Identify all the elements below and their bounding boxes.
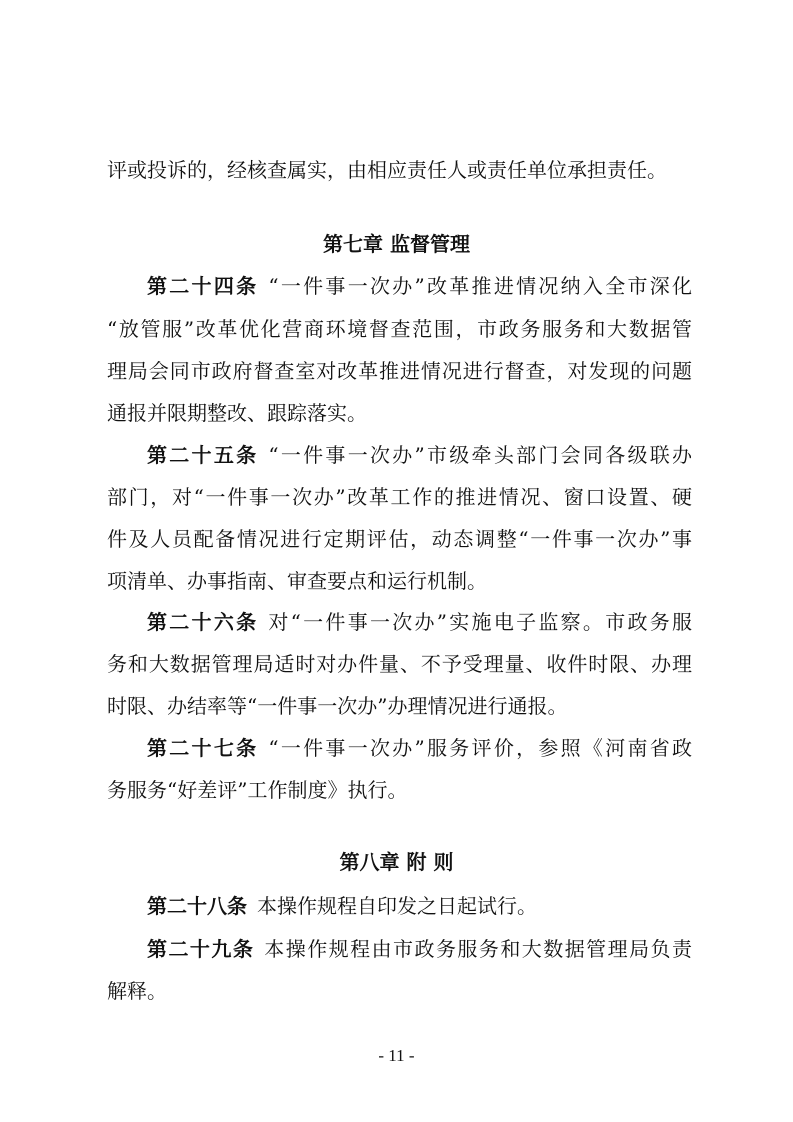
article-24-line-3: 理局会同市政府督查室对改革推进情况进行督查，对发现的问题	[107, 359, 692, 383]
article-26-label: 第二十六条	[147, 610, 259, 634]
article-27-line-1	[147, 734, 692, 762]
article-29-label: 第二十九条	[147, 937, 255, 961]
article-25-line-1	[147, 441, 692, 469]
page-number: - 11 -	[378, 1046, 415, 1065]
article-27-text: “一件事一次办”服务评价，参照《河南省政	[268, 736, 693, 760]
article-26-text: 对“一件事一次办”实施电子监察。市政务服	[268, 610, 693, 634]
chapter-heading-7: 第七章 监督管理	[323, 232, 470, 256]
article-25-line-2: 部门，对“一件事一次办”改革工作的推进情况、窗口设置、硬	[107, 485, 692, 509]
article-24-line-1	[147, 272, 692, 300]
article-29-text: 本操作规程由市政务服务和大数据管理局负责	[264, 937, 693, 961]
article-27-line-2: 务服务“好差评”工作制度》执行。	[107, 778, 408, 802]
article-28-label: 第二十八条	[147, 894, 247, 918]
article-25-label: 第二十五条	[147, 443, 259, 467]
article-25-text: “一件事一次办”市级牵头部门会同各级联办	[268, 443, 693, 467]
article-25-line-3: 件及人员配备情况进行定期评估，动态调整“一件事一次办”事	[107, 527, 692, 551]
article-28-text: 本操作规程自印发之日起试行。	[257, 894, 537, 918]
article-24-label: 第二十四条	[147, 274, 259, 298]
article-27-label: 第二十七条	[147, 736, 259, 760]
article-28-line-1	[147, 892, 692, 920]
article-24-line-2: “放管服”改革优化营商环境督查范围，市政务服务和大数据管	[107, 317, 692, 341]
paragraph-line: 评或投诉的，经核查属实，由相应责任人或责任单位承担责任。	[107, 158, 667, 182]
article-26-line-3: 时限、办结率等“一件事一次办”办理情况进行通报。	[107, 694, 568, 718]
article-24-line-4: 通报并限期整改、跟踪落实。	[107, 401, 367, 425]
article-24-text: “一件事一次办”改革推进情况纳入全市深化	[268, 274, 693, 298]
chapter-heading-8: 第八章 附 则	[339, 850, 454, 874]
article-26-line-1	[147, 608, 692, 636]
article-29-line-2: 解释。	[107, 979, 167, 1003]
article-26-line-2: 务和大数据管理局适时对办件量、不予受理量、收件时限、办理	[107, 652, 692, 676]
article-29-line-1	[147, 935, 692, 963]
article-25-line-4: 项清单、办事指南、审查要点和运行机制。	[107, 569, 487, 593]
